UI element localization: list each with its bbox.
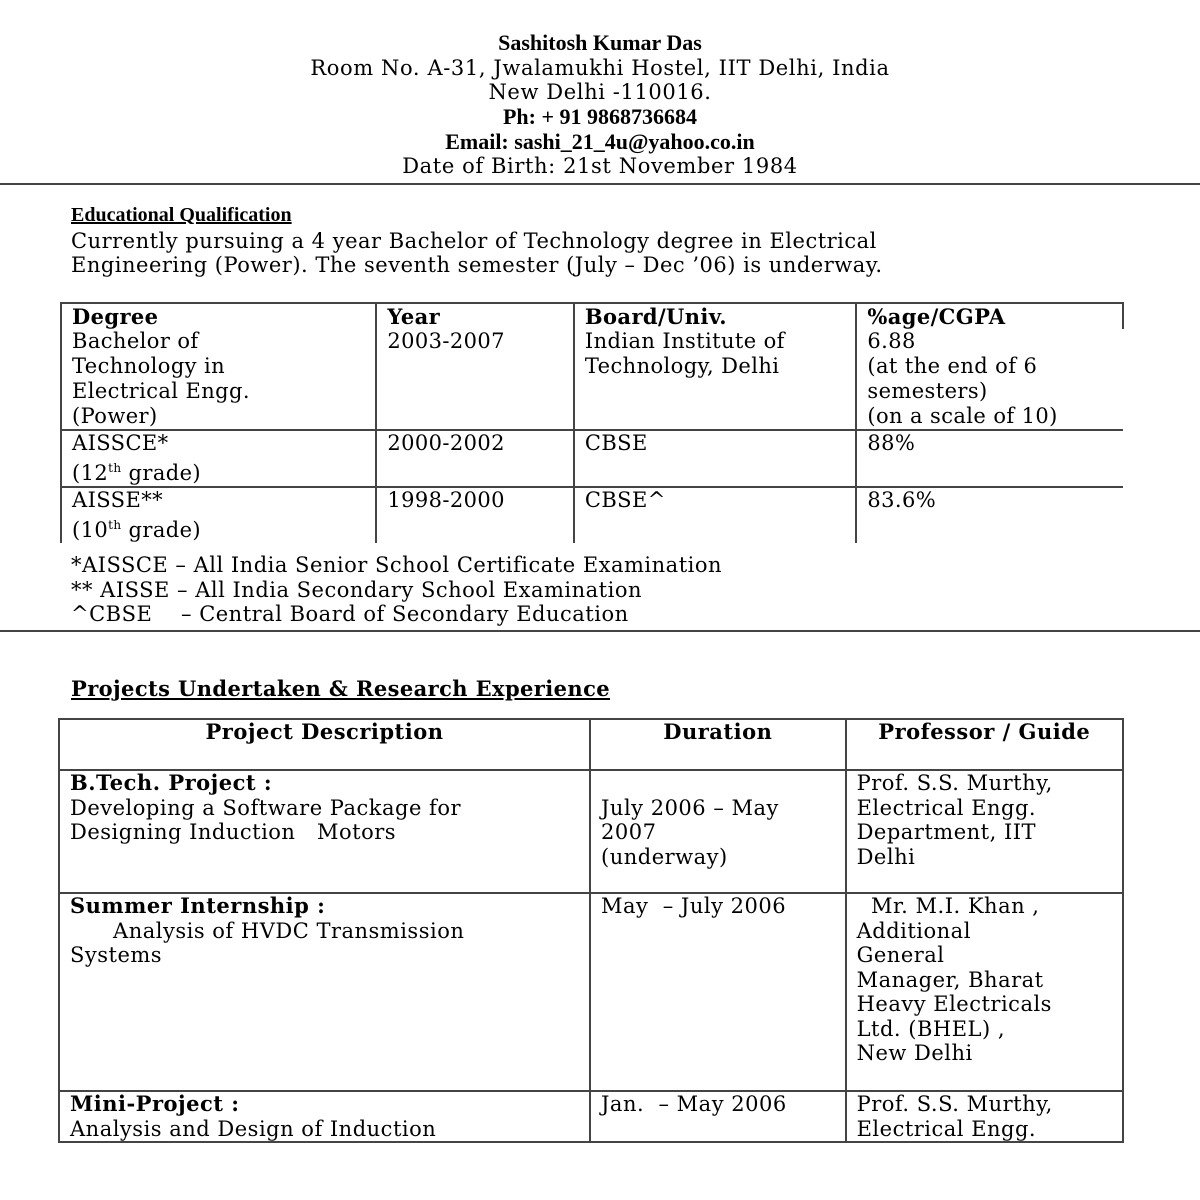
cell-line: Manager, Bharat	[856, 967, 1044, 992]
project-row-internship	[59, 893, 1123, 1091]
board-cell: CBSE^	[574, 487, 857, 543]
footnote-aisse: ** AISSE – All India Secondary School Examination	[71, 578, 642, 602]
cell-line: AISSE**	[72, 488, 163, 512]
divider-1	[0, 183, 1200, 185]
guide-cell	[846, 1091, 1123, 1142]
column-header: %age/CGPA	[856, 303, 1123, 329]
project-description-cell	[59, 893, 590, 1091]
grade-line	[72, 456, 365, 486]
cell-line: Technology, Delhi	[584, 354, 780, 378]
board-cell	[574, 329, 857, 430]
divider-2	[0, 630, 1200, 632]
projects-heading: Projects Undertaken & Research Experience	[71, 676, 611, 701]
cell-line: 2007	[601, 820, 657, 844]
cell-line: AISSCE*	[72, 431, 169, 455]
duration-cell: May – July 2006	[590, 893, 846, 1091]
phone: Ph: + 91 9868736684	[502, 104, 698, 129]
grade-sup: th	[108, 518, 122, 532]
project-title: Mini-Project :	[70, 1091, 240, 1116]
column-header: Duration	[590, 719, 846, 770]
column-header: Project Description	[59, 719, 590, 770]
guide-cell	[846, 770, 1123, 893]
cell-line: General	[856, 943, 945, 967]
score-cell: 88%	[856, 430, 1123, 487]
project-row-btech	[59, 770, 1123, 893]
education-summary-line-2: Engineering (Power). The seventh semester (July – Dec ’06) is underway.	[71, 253, 883, 277]
project-description-cell	[59, 1091, 590, 1142]
degree-cell	[61, 329, 376, 430]
board-cell: CBSE	[574, 430, 857, 487]
education-row-btech	[61, 329, 1123, 430]
education-heading: Educational Qualification	[71, 204, 292, 226]
projects-header-row	[59, 719, 1123, 770]
cell-line: (underway)	[601, 844, 728, 869]
grade-suffix: grade)	[121, 518, 202, 542]
cell-line: Prof. S.S. Murthy,	[856, 1092, 1053, 1116]
duration-cell: Jan. – May 2006	[590, 1091, 846, 1142]
cell-line: Ltd. (BHEL) ,	[856, 1016, 1006, 1041]
column-header: Degree	[61, 303, 376, 329]
candidate-name: Sashitosh Kumar Das	[498, 30, 702, 55]
education-row-aisse	[61, 487, 1123, 543]
project-description-cell	[59, 770, 590, 893]
project-title: Summer Internship :	[70, 893, 326, 918]
cell-line: (Power)	[72, 404, 158, 428]
education-row-aissce	[61, 430, 1123, 487]
degree-cell	[61, 430, 376, 487]
education-header-row	[61, 303, 1123, 329]
score-cell: 83.6%	[856, 487, 1123, 543]
cell-line: Bachelor of	[72, 329, 199, 353]
cell-line: Systems	[70, 943, 163, 967]
grade-sup: th	[108, 461, 122, 475]
column-header: Board/Univ.	[574, 303, 857, 329]
score-cell	[856, 329, 1123, 430]
footnote-cbse: ^CBSE – Central Board of Secondary Education	[71, 602, 629, 626]
grade-suffix: grade)	[121, 461, 202, 485]
cell-line: Developing a Software Package for	[70, 795, 462, 820]
cell-line: Electrical Engg.	[856, 1116, 1037, 1141]
cell-line: July 2006 – May	[601, 795, 779, 820]
project-title: B.Tech. Project :	[70, 770, 273, 795]
education-summary-line-1: Currently pursuing a 4 year Bachelor of Technology degree in Electrical	[71, 229, 877, 253]
projects-table	[58, 718, 1124, 1143]
cell-line: Department, IIT	[856, 820, 1037, 844]
column-header: Professor / Guide	[846, 719, 1123, 770]
guide-cell	[846, 893, 1123, 1091]
cell-line: Analysis of HVDC Transmission	[70, 918, 465, 943]
degree-cell	[61, 487, 376, 543]
cell-line: Electrical Engg.	[72, 379, 250, 403]
cell-line: Indian Institute of	[584, 329, 785, 353]
cell-line: Designing Induction Motors	[70, 820, 397, 844]
footnote-aissce: *AISSCE – All India Senior School Certificate Examination	[71, 553, 723, 577]
cell-line: semesters)	[867, 379, 988, 403]
year-cell: 1998-2000	[376, 487, 574, 543]
project-row-mini	[59, 1091, 1123, 1142]
cell-line: Additional	[856, 918, 971, 943]
cell-line: Electrical Engg.	[856, 795, 1037, 820]
cell-line: Prof. S.S. Murthy,	[856, 771, 1053, 795]
cell-line: Technology in	[72, 354, 226, 378]
address-line-2: New Delhi -110016.	[488, 80, 712, 104]
cell-line: Delhi	[856, 844, 916, 869]
cell-line: New Delhi	[856, 1041, 973, 1065]
cell-line: Analysis and Design of Induction	[70, 1116, 437, 1141]
cell-line: Heavy Electricals	[856, 992, 1052, 1016]
grade-prefix: (12	[72, 461, 109, 485]
email: Email: sashi_21_4u@yahoo.co.in	[445, 129, 755, 154]
year-cell: 2000-2002	[376, 430, 574, 487]
year-cell: 2003-2007	[376, 329, 574, 430]
column-header: Year	[376, 303, 574, 329]
date-of-birth: Date of Birth: 21st November 1984	[402, 154, 798, 178]
cell-line: (on a scale of 10)	[867, 404, 1058, 428]
cell-line: 6.88	[867, 329, 916, 353]
education-table	[60, 302, 1124, 543]
duration-cell	[590, 770, 846, 893]
cell-line: (at the end of 6	[867, 354, 1038, 378]
grade-line	[72, 513, 365, 543]
grade-prefix: (10	[72, 518, 109, 542]
address-line-1: Room No. A-31, Jwalamukhi Hostel, IIT Delhi, India	[310, 56, 890, 80]
cell-line: Mr. M.I. Khan ,	[856, 894, 1040, 918]
